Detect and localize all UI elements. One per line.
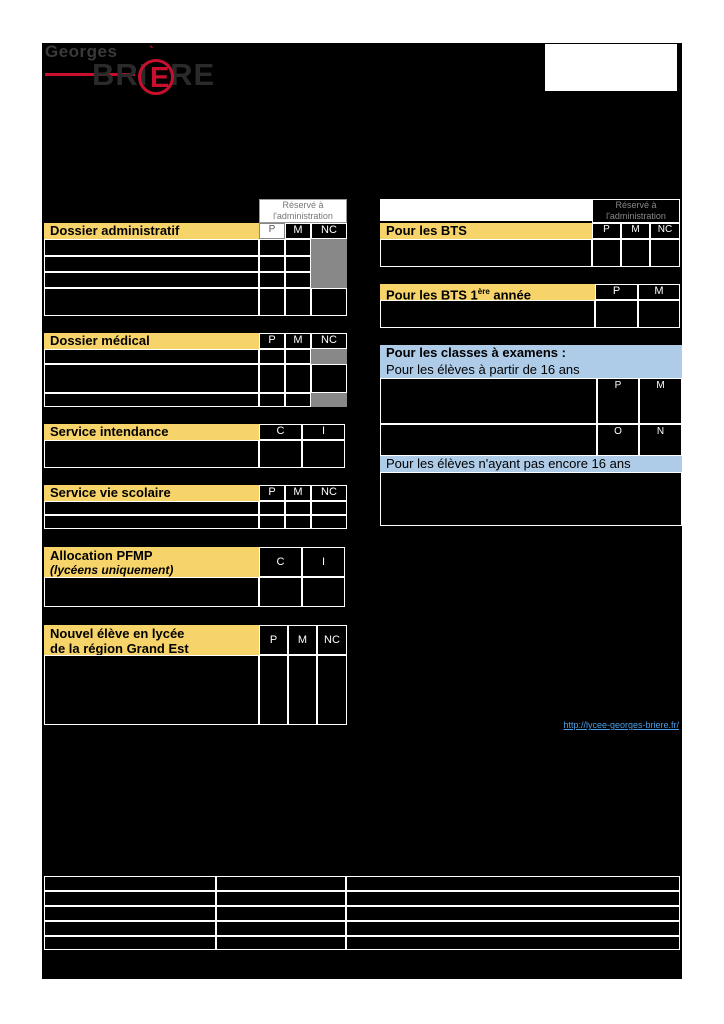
service-intendance-header: Service intendance bbox=[44, 424, 259, 440]
bts1-col-m: M bbox=[638, 284, 680, 300]
examens-col-n[interactable]: N bbox=[639, 424, 682, 456]
bts1-header: Pour les BTS 1ère année bbox=[380, 284, 595, 300]
bottom-table-cell bbox=[216, 921, 346, 936]
dossier-admin-col-p: P bbox=[259, 223, 285, 239]
vie-scolaire-col-nc: NC bbox=[311, 485, 347, 501]
dossier-admin-cell[interactable] bbox=[259, 239, 285, 256]
dossier-medical-cell[interactable] bbox=[259, 364, 285, 393]
nouvel-eleve-title-l1: Nouvel élève en lycée bbox=[50, 626, 185, 641]
bottom-table-cell bbox=[346, 876, 680, 891]
dossier-medical-col-nc: NC bbox=[311, 333, 347, 349]
dossier-admin-cell[interactable] bbox=[259, 256, 285, 272]
bottom-table-cell bbox=[216, 906, 346, 921]
dossier-admin-cell[interactable] bbox=[259, 272, 285, 288]
vie-scolaire-cell[interactable] bbox=[285, 515, 311, 529]
dossier-admin-cell[interactable] bbox=[285, 256, 311, 272]
bottom-table-cell bbox=[44, 906, 216, 921]
service-vie-scolaire-header: Service vie scolaire bbox=[44, 485, 259, 501]
nouvel-eleve-col-p: P bbox=[259, 625, 288, 655]
bottom-table-cell bbox=[44, 876, 216, 891]
dossier-admin-row bbox=[44, 272, 259, 288]
dossier-admin-row bbox=[44, 256, 259, 272]
bts-col-nc: NC bbox=[650, 223, 680, 239]
dossier-admin-col-m: M bbox=[285, 223, 311, 239]
dossier-medical-cell[interactable] bbox=[285, 393, 311, 407]
document-page bbox=[42, 43, 682, 979]
bottom-table-cell bbox=[216, 876, 346, 891]
examens-header: Pour les classes à examens : bbox=[380, 345, 682, 362]
dossier-admin-cell[interactable] bbox=[311, 288, 347, 316]
bottom-table-cell bbox=[44, 921, 216, 936]
bts1-row bbox=[380, 300, 595, 328]
bottom-table-cell bbox=[346, 906, 680, 921]
school-website-link[interactable]: http://lycee-georges-briere.fr/ bbox=[563, 720, 679, 730]
nouvel-eleve-cell[interactable] bbox=[288, 655, 317, 725]
nouvel-eleve-row bbox=[44, 655, 259, 725]
bts-blank-box bbox=[380, 199, 592, 221]
dossier-admin-header: Dossier administratif bbox=[44, 223, 259, 239]
nouvel-eleve-cell[interactable] bbox=[317, 655, 347, 725]
dossier-admin-row bbox=[44, 288, 259, 316]
logo-briere-text: BRI RE bbox=[92, 57, 216, 92]
nouvel-eleve-cell[interactable] bbox=[259, 655, 288, 725]
bottom-table-cell bbox=[346, 891, 680, 906]
allocation-pfmp-title: Allocation PFMP bbox=[50, 548, 153, 563]
examens-col-m[interactable]: M bbox=[639, 378, 682, 424]
top-right-box bbox=[545, 44, 677, 91]
dossier-medical-cell[interactable] bbox=[311, 364, 347, 393]
vie-scolaire-cell[interactable] bbox=[311, 515, 347, 529]
bottom-table-cell bbox=[346, 936, 680, 950]
bts-row bbox=[380, 239, 592, 267]
nouvel-eleve-title-l2: de la région Grand Est bbox=[50, 641, 189, 656]
service-intendance-row bbox=[44, 440, 259, 468]
dossier-admin-cell[interactable] bbox=[285, 239, 311, 256]
bottom-table-cell bbox=[216, 891, 346, 906]
bottom-table-cell bbox=[44, 936, 216, 950]
examens-sub-16: Pour les élèves à partir de 16 ans bbox=[380, 362, 682, 378]
service-intendance-cell[interactable] bbox=[302, 440, 345, 468]
vie-scolaire-cell[interactable] bbox=[259, 501, 285, 515]
bts-col-m: M bbox=[621, 223, 650, 239]
examens-sub-under16: Pour les élèves n'ayant pas encore 16 ans bbox=[380, 456, 682, 472]
dossier-admin-cell[interactable] bbox=[259, 288, 285, 316]
nouvel-eleve-col-m: M bbox=[288, 625, 317, 655]
vie-scolaire-row bbox=[44, 501, 259, 515]
allocation-pfmp-cell[interactable] bbox=[259, 577, 302, 607]
bts-cell[interactable] bbox=[621, 239, 650, 267]
vie-scolaire-col-m: M bbox=[285, 485, 311, 501]
bottom-table-cell bbox=[346, 921, 680, 936]
reserve-admin-note: Réservé à l'administration bbox=[259, 199, 347, 223]
dossier-medical-nc-shaded bbox=[311, 349, 347, 364]
allocation-pfmp-header bbox=[44, 547, 259, 577]
vie-scolaire-cell[interactable] bbox=[311, 501, 347, 515]
examens-row-on bbox=[380, 424, 597, 456]
dossier-medical-row bbox=[44, 393, 259, 407]
dossier-medical-cell[interactable] bbox=[259, 393, 285, 407]
examens-under16-row bbox=[380, 472, 682, 526]
allocation-pfmp-cell[interactable] bbox=[302, 577, 345, 607]
dossier-medical-header: Dossier médical bbox=[44, 333, 259, 349]
allocation-pfmp-row bbox=[44, 577, 259, 607]
bts-col-p: P bbox=[592, 223, 621, 239]
dossier-medical-col-p: P bbox=[259, 333, 285, 349]
dossier-admin-nc-shaded bbox=[311, 239, 347, 288]
examens-col-o[interactable]: O bbox=[597, 424, 639, 456]
dossier-admin-row bbox=[44, 239, 259, 256]
allocation-pfmp-subtitle: (lycéens uniquement) bbox=[50, 563, 174, 577]
logo-e-letter: E bbox=[150, 62, 170, 94]
dossier-medical-cell[interactable] bbox=[285, 349, 311, 364]
vie-scolaire-col-p: P bbox=[259, 485, 285, 501]
reserve-admin-note-right: Réservé à l'administration bbox=[592, 199, 680, 223]
dossier-medical-nc-shaded bbox=[311, 393, 347, 407]
bts1-cell[interactable] bbox=[595, 300, 638, 328]
logo-georges-text: Georges bbox=[45, 43, 118, 61]
dossier-medical-row bbox=[44, 349, 259, 364]
vie-scolaire-cell[interactable] bbox=[285, 501, 311, 515]
dossier-medical-row bbox=[44, 364, 259, 393]
dossier-medical-cell[interactable] bbox=[285, 364, 311, 393]
bts-header: Pour les BTS bbox=[380, 223, 592, 239]
dossier-admin-col-nc: NC bbox=[311, 223, 347, 239]
allocation-pfmp-col-c: C bbox=[259, 547, 302, 577]
dossier-medical-col-m: M bbox=[285, 333, 311, 349]
allocation-pfmp-col-i: I bbox=[302, 547, 345, 577]
vie-scolaire-cell[interactable] bbox=[259, 515, 285, 529]
logo-accent: ` bbox=[149, 43, 154, 59]
service-intendance-col-c: C bbox=[259, 424, 302, 440]
dossier-medical-cell[interactable] bbox=[259, 349, 285, 364]
bts1-cell[interactable] bbox=[638, 300, 680, 328]
examens-row-16 bbox=[380, 378, 597, 424]
bts-cell[interactable] bbox=[592, 239, 621, 267]
dossier-admin-cell[interactable] bbox=[285, 288, 311, 316]
service-intendance-col-i: I bbox=[302, 424, 345, 440]
bts1-col-p: P bbox=[595, 284, 638, 300]
bts-cell[interactable] bbox=[650, 239, 680, 267]
nouvel-eleve-col-nc: NC bbox=[317, 625, 347, 655]
examens-col-p[interactable]: P bbox=[597, 378, 639, 424]
service-intendance-cell[interactable] bbox=[259, 440, 302, 468]
vie-scolaire-row bbox=[44, 515, 259, 529]
bottom-table-cell bbox=[44, 891, 216, 906]
dossier-admin-cell[interactable] bbox=[285, 272, 311, 288]
bottom-table-cell bbox=[216, 936, 346, 950]
nouvel-eleve-header bbox=[44, 625, 259, 655]
